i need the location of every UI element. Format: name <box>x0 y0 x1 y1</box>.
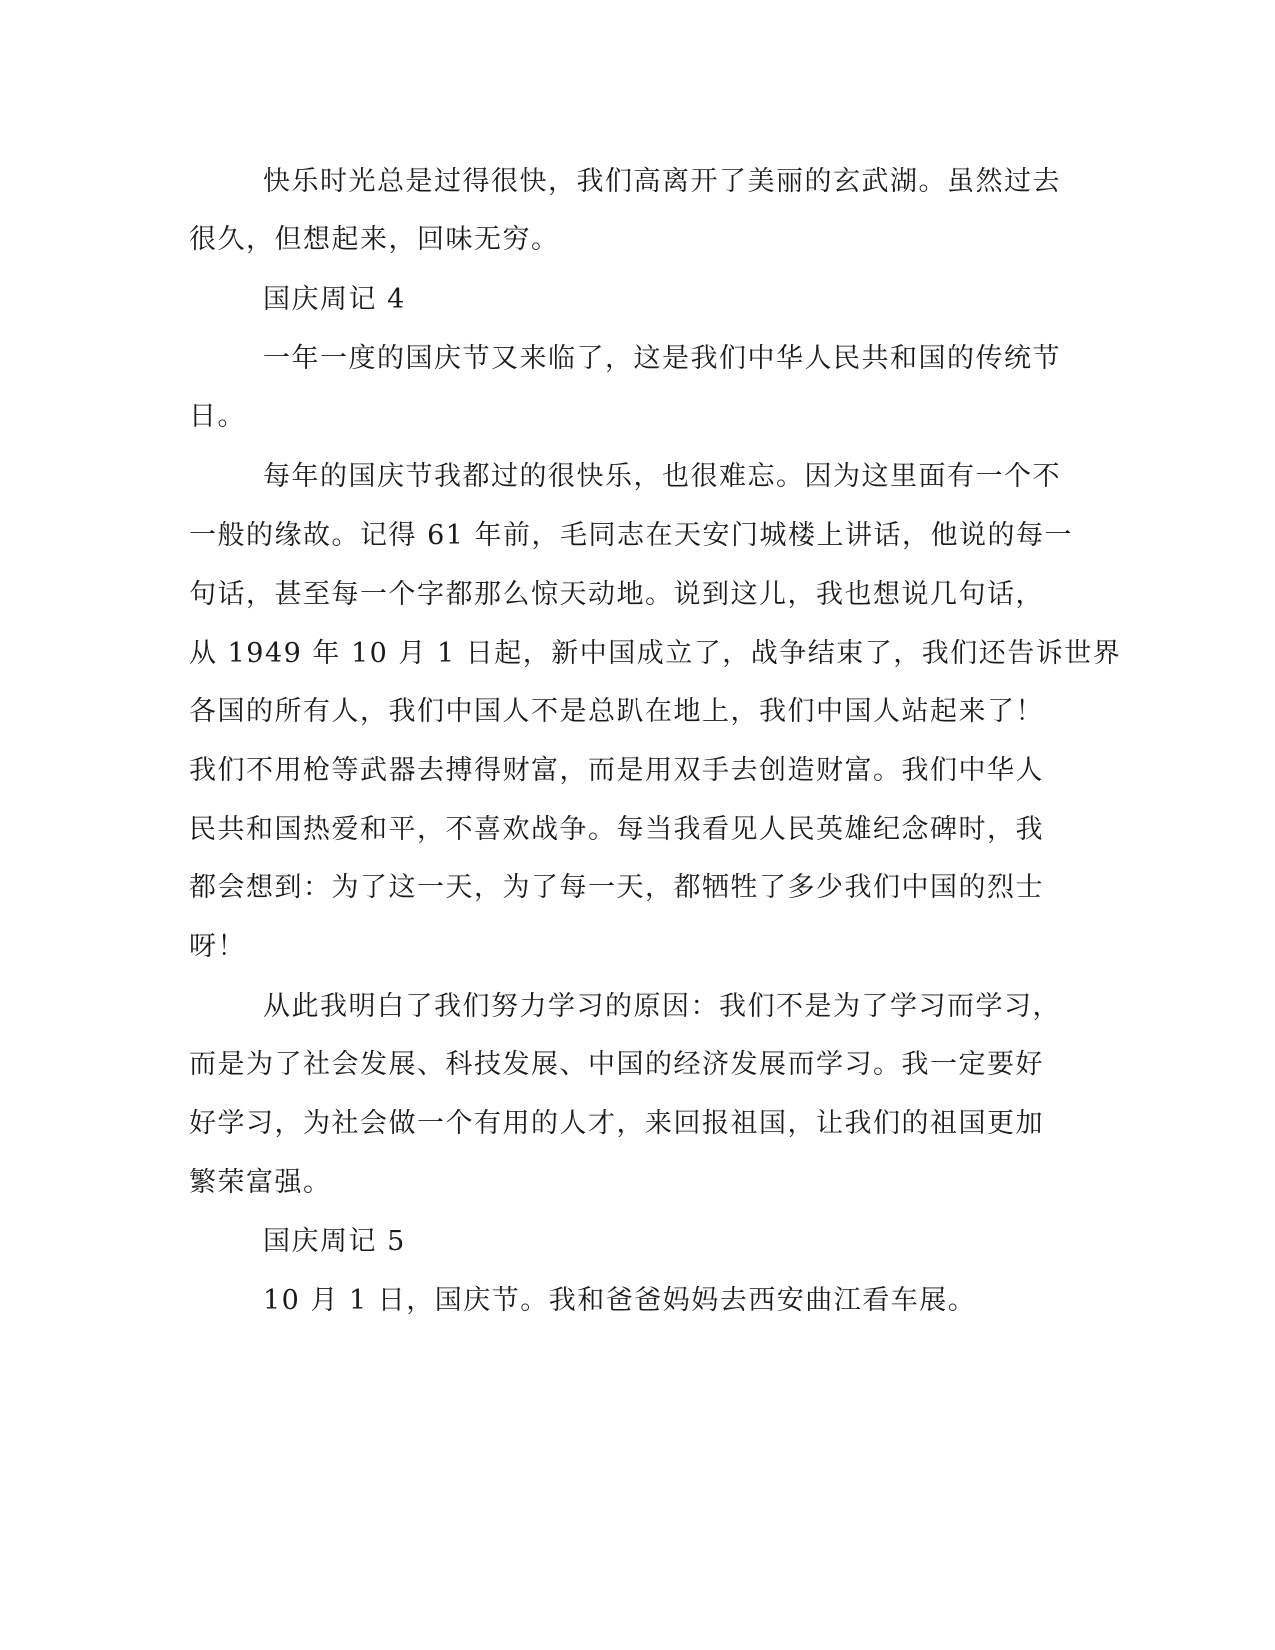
paragraph-line: 日。 <box>189 401 246 432</box>
section-heading: 国庆周记 5 <box>263 1226 406 1257</box>
paragraph-line: 10 月 1 日，国庆节。我和爸爸妈妈去西安曲江看车展。 <box>263 1285 977 1316</box>
paragraph-line: 各国的所有人，我们中国人不是总趴在地上，我们中国人站起来了！ <box>189 696 1044 727</box>
paragraph-line: 快乐时光总是过得很快，我们高离开了美丽的玄武湖。虽然过去 <box>263 166 1061 197</box>
paragraph-line: 每年的国庆节我都过的很快乐，也很难忘。因为这里面有一个不 <box>263 461 1061 492</box>
paragraph-line: 句话，甚至每一个字都那么惊天动地。说到这儿，我也想说几句话， <box>189 579 1044 610</box>
paragraph-line: 呀！ <box>189 931 246 962</box>
paragraph-line: 民共和国热爱和平，不喜欢战争。每当我看见人民英雄纪念碑时，我 <box>189 814 1044 845</box>
paragraph-line: 好学习，为社会做一个有用的人才，来回报祖国，让我们的祖国更加 <box>189 1108 1044 1139</box>
paragraph-line: 从 1949 年 10 月 1 日起，新中国成立了，战争结束了，我们还告诉世界 <box>189 638 1122 669</box>
paragraph-line: 一年一度的国庆节又来临了，这是我们中华人民共和国的传统节 <box>263 343 1061 374</box>
paragraph-line: 都会想到：为了这一天，为了每一天，都牺牲了多少我们中国的烈士 <box>189 872 1044 903</box>
paragraph-line: 一般的缘故。记得 61 年前，毛同志在天安门城楼上讲话，他说的每一 <box>189 520 1074 551</box>
paragraph-line: 很久，但想起来，回味无穷。 <box>189 224 560 255</box>
paragraph-line: 而是为了社会发展、科技发展、中国的经济发展而学习。我一定要好 <box>189 1049 1044 1080</box>
paragraph-line: 从此我明白了我们努力学习的原因：我们不是为了学习而学习， <box>263 991 1061 1022</box>
section-heading: 国庆周记 4 <box>263 284 406 315</box>
paragraph-line: 我们不用枪等武器去搏得财富，而是用双手去创造财富。我们中华人 <box>189 755 1044 786</box>
paragraph-line: 繁荣富强。 <box>189 1167 332 1198</box>
